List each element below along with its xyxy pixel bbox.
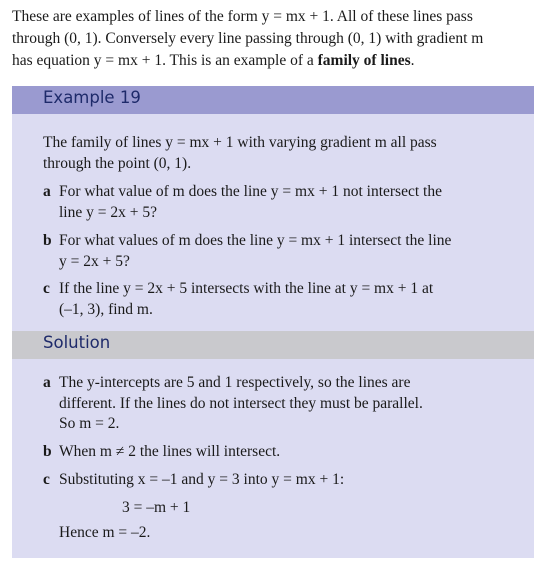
solution-header [12, 331, 534, 359]
part-b-label: b [43, 232, 52, 249]
solution-a-line-2: different. If the lines do not intersect they must be parallel. [59, 395, 423, 412]
solution-b-label: b [43, 443, 52, 460]
solution-c-equation: 3 = –m + 1 [122, 499, 191, 516]
part-a-label: a [43, 183, 51, 200]
intro-line-3 [12, 50, 536, 72]
intro-line-2: through (0, 1). Conversely every line passing through (0, 1) with gradient m [12, 30, 484, 47]
part-a-line-1: For what value of m does the line y = mx + 1 not intersect the [59, 183, 442, 200]
intro-line-1: These are examples of lines of the form y = mx + 1. All of these lines pass [12, 8, 473, 25]
intro-line-3-text: has equation y = mx + 1. This is an example of a [12, 52, 318, 69]
solution-c-line-1: Substituting x = –1 and y = 3 into y = mx + 1: [59, 471, 345, 488]
intro-line-3-end: . [410, 52, 415, 69]
example-statement-1: The family of lines y = mx + 1 with varying gradient m all pass [43, 134, 437, 151]
part-a-line-2: line y = 2x + 5? [59, 204, 157, 221]
solution-c-label: c [43, 471, 50, 488]
solution-title: Solution [43, 333, 111, 352]
intro-paragraph [12, 6, 536, 72]
part-c-line-2: (–1, 3), find m. [59, 301, 153, 318]
solution-a-line-3: So m = 2. [59, 415, 120, 432]
example-title: Example 19 [43, 88, 141, 107]
part-c-line-1: If the line y = 2x + 5 intersects with the line at y = mx + 1 at [59, 280, 434, 297]
solution-a-line-1: The y-intercepts are 5 and 1 respectively, so the lines are [59, 374, 411, 391]
solution-b-line-1: When m ≠ 2 the lines will intersect. [59, 443, 281, 460]
example-statement-2: through the point (0, 1). [43, 155, 192, 172]
family-of-lines-term: family of lines [317, 52, 411, 69]
part-b-line-2: y = 2x + 5? [59, 253, 130, 270]
part-b-line-1: For what values of m does the line y = mx + 1 intersect the line [59, 232, 452, 249]
example-box [12, 86, 534, 558]
example-header [12, 86, 534, 114]
solution-a-label: a [43, 374, 51, 391]
part-c-label: c [43, 280, 50, 297]
solution-c-conclusion: Hence m = –2. [59, 524, 151, 541]
